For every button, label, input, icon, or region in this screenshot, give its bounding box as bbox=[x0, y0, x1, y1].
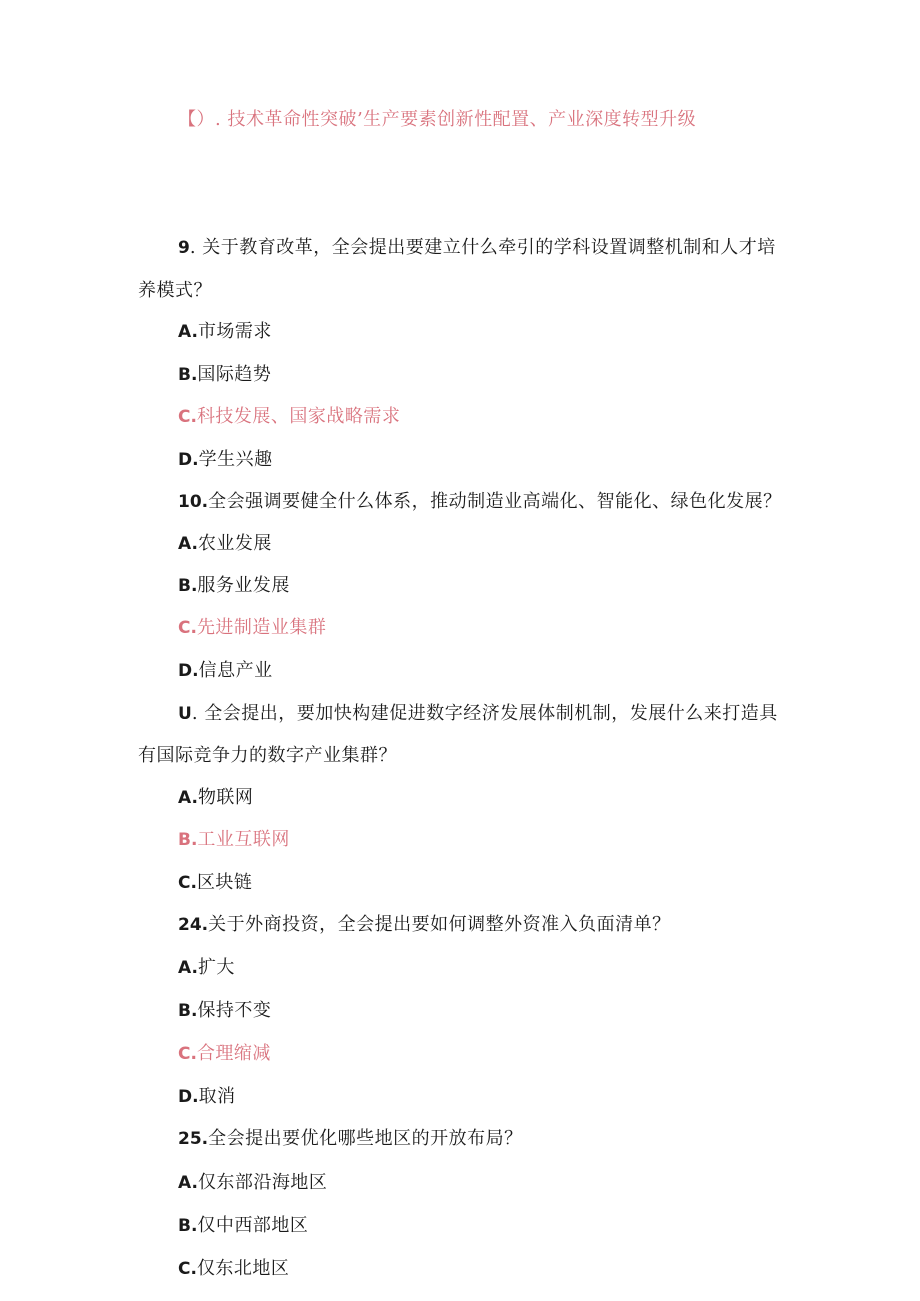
question-10-option-c-correct bbox=[178, 616, 326, 640]
question-number: 24. bbox=[178, 915, 209, 935]
option-text: 取消 bbox=[198, 1086, 236, 1107]
question-number: U bbox=[178, 704, 192, 724]
option-label: A. bbox=[178, 788, 198, 808]
question-24 bbox=[178, 913, 671, 937]
option-label: A. bbox=[178, 1173, 198, 1193]
question-10-option-d bbox=[178, 659, 273, 683]
question-text: 关于外商投资，全会提出要如何调整外资准入负面清单？ bbox=[208, 914, 671, 935]
option-text: 信息产业 bbox=[198, 660, 273, 681]
question-25-option-a bbox=[178, 1171, 327, 1195]
option-text: 合理缩减 bbox=[196, 1043, 271, 1064]
question-10 bbox=[178, 490, 782, 514]
option-text: 仅东部沿海地区 bbox=[197, 1172, 328, 1193]
question-10-option-b bbox=[178, 574, 290, 598]
option-label: D. bbox=[178, 450, 199, 470]
option-label: A. bbox=[178, 534, 198, 554]
option-text: 物联网 bbox=[197, 787, 254, 808]
previous-answer-text: 【）. 技术革命性突破’生产要素创新性配置、产业深度转型升级 bbox=[178, 109, 697, 130]
question-number: 10. bbox=[178, 492, 209, 512]
question-9-option-b bbox=[178, 363, 271, 387]
option-text: 先进制造业集群 bbox=[196, 617, 327, 638]
option-text: 服务业发展 bbox=[197, 575, 290, 596]
option-label: B. bbox=[178, 576, 198, 596]
option-text: 保持不变 bbox=[197, 1000, 272, 1021]
option-text: 仅东北地区 bbox=[196, 1258, 290, 1279]
question-text: 全会强调要健全什么体系，推动制造业高端化、智能化、绿色化发展？ bbox=[208, 491, 782, 512]
option-label: C. bbox=[178, 407, 197, 427]
question-text-cont: 有国际竞争力的数字产业集群？ bbox=[138, 745, 397, 766]
option-text: 仅中西部地区 bbox=[197, 1215, 309, 1236]
question-u-option-c bbox=[178, 871, 252, 895]
question-u-option-a bbox=[178, 786, 253, 810]
question-text-cont: 养模式？ bbox=[138, 280, 212, 301]
question-25-option-b bbox=[178, 1214, 308, 1238]
option-text: 学生兴趣 bbox=[198, 449, 273, 470]
question-24-option-c-correct bbox=[178, 1042, 271, 1066]
option-label: C. bbox=[178, 873, 197, 893]
option-text: 国际趋势 bbox=[197, 364, 272, 385]
question-u bbox=[178, 702, 778, 726]
question-u-continuation bbox=[138, 744, 397, 768]
option-label: A. bbox=[178, 322, 198, 342]
option-text: 扩大 bbox=[197, 957, 235, 978]
option-label: C. bbox=[178, 1044, 197, 1064]
question-25-option-c bbox=[178, 1257, 289, 1281]
question-text: . 全会提出，要加快构建促进数字经济发展体制机制，发展什么来打造具 bbox=[191, 703, 778, 724]
question-9-continuation bbox=[138, 279, 212, 303]
question-text: . 关于教育改革，全会提出要建立什么牵引的学科设置调整机制和人才培 bbox=[189, 237, 776, 258]
option-label: A. bbox=[178, 958, 198, 978]
question-9-option-c-correct bbox=[178, 405, 400, 429]
question-24-option-b bbox=[178, 999, 271, 1023]
option-text: 区块链 bbox=[196, 872, 253, 893]
question-24-option-d bbox=[178, 1085, 236, 1109]
option-text: 农业发展 bbox=[197, 533, 272, 554]
option-text: 市场需求 bbox=[197, 321, 272, 342]
option-text: 科技发展、国家战略需求 bbox=[196, 406, 401, 427]
option-label: B. bbox=[178, 365, 198, 385]
question-25 bbox=[178, 1127, 523, 1151]
question-9-option-a bbox=[178, 320, 272, 344]
question-number: 25. bbox=[178, 1129, 209, 1149]
question-24-option-a bbox=[178, 956, 235, 980]
question-10-option-a bbox=[178, 532, 272, 556]
option-label: B. bbox=[178, 1001, 198, 1021]
question-9-option-d bbox=[178, 448, 273, 472]
option-label: B. bbox=[178, 830, 198, 850]
option-label: D. bbox=[178, 1087, 199, 1107]
option-label: C. bbox=[178, 1259, 197, 1279]
option-label: B. bbox=[178, 1216, 198, 1236]
question-number: 9 bbox=[178, 238, 190, 258]
question-u-option-b-correct bbox=[178, 828, 290, 852]
question-9 bbox=[178, 236, 776, 260]
option-label: D. bbox=[178, 661, 199, 681]
option-text: 工业互联网 bbox=[197, 829, 290, 850]
question-text: 全会提出要优化哪些地区的开放布局？ bbox=[208, 1128, 523, 1149]
previous-answer-line bbox=[178, 108, 696, 132]
option-label: C. bbox=[178, 618, 197, 638]
